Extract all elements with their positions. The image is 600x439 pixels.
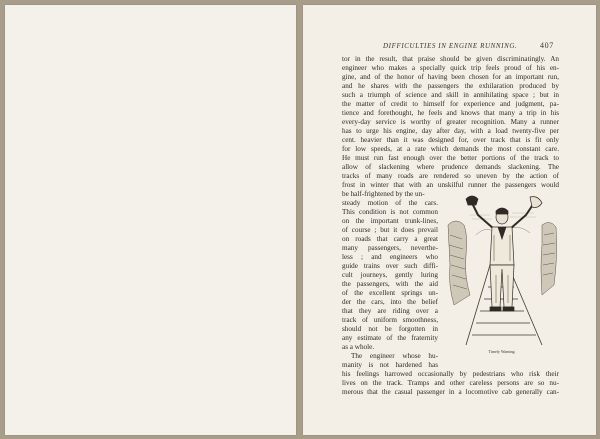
- text-line: of course ; but it does prevail: [342, 226, 438, 234]
- text-line: and he shares with the passengers the exhilaration produced by: [342, 82, 559, 90]
- text-line: every-day service is worthy of greater recognition. Many a runner: [342, 118, 559, 126]
- text-line: lives on the track. Tramps and other careless persons are so nu-: [342, 379, 559, 387]
- text-line: such a triumph of science and skill in annihilating space ; but in: [342, 91, 559, 99]
- running-head-title: DIFFICULTIES IN ENGINE RUNNING.: [383, 42, 518, 50]
- page-number: 407: [540, 41, 554, 50]
- text-line: for low speeds, at a rate which demands the most constant care.: [342, 145, 559, 153]
- text-line: any estimate of the fraternity: [342, 334, 438, 342]
- text-line: cult journeys, gently luring: [342, 271, 438, 279]
- text-line: many passengers, neverthe-: [342, 244, 438, 252]
- text-line: cent. heavier than it was designed for, over track that is fit only: [342, 136, 559, 144]
- text-line: frost in winter that with an unskilful runner the passengers would: [342, 181, 559, 189]
- text-line: guide trains over such diffi-: [342, 262, 438, 270]
- text-line: merous that the casual passenger in a locomotive cab generally can-: [342, 388, 559, 396]
- text-line: on roads that carry a great: [342, 235, 438, 243]
- text-line: less ; and engineers who: [342, 253, 438, 261]
- left-blank-page: [5, 5, 296, 435]
- text-line: has to urge his engine, day after day, with a load twenty-five per: [342, 127, 559, 135]
- text-line: The engineer whose hu-: [351, 352, 438, 360]
- text-line: He must run fast enough over the better portions of the track to: [342, 154, 559, 162]
- illustration-engineer-on-track: [446, 195, 558, 347]
- text-line: the passengers, with the aid: [342, 280, 438, 288]
- text-line: tracks of many roads are rendered so uneven by the action of: [342, 172, 559, 180]
- text-line: manity is not hardened has: [342, 361, 438, 369]
- text-line: be half-frightened by the un-: [342, 190, 425, 198]
- text-line: This condition is not common: [342, 208, 438, 216]
- text-line: steady motion of the cars.: [342, 199, 438, 207]
- text-line: track of uniform smoothness,: [342, 316, 438, 324]
- text-line: should not be forgotten in: [342, 325, 438, 333]
- text-line: that they are riding over a: [342, 307, 438, 315]
- right-text-page: [303, 5, 596, 435]
- text-line: his feelings harrowed occasionally by pedestrians who risk their: [342, 370, 559, 378]
- text-line: engineer who makes a specially quick trip feels proud of his en-: [342, 64, 559, 72]
- text-line: tor in the result, that praise should be given discriminatingly. An: [342, 55, 559, 63]
- text-line: der the cars, into the belief: [342, 298, 438, 306]
- text-line: of the excellent springs un-: [342, 289, 438, 297]
- figure-caption: Timely Warning.: [488, 349, 516, 354]
- text-line: gine, and of the honor of having been chosen for an important run,: [342, 73, 559, 81]
- text-line: as a whole.: [342, 343, 375, 351]
- text-line: the matter of credit to himself for experience and judgment, pa-: [342, 100, 559, 108]
- text-line: tience and forethought, he feels and knows that many a trip in his: [342, 109, 559, 117]
- text-line: allow of slackening where prudence demands slackening. The: [342, 163, 559, 171]
- text-line: on the important trunk-lines,: [342, 217, 438, 225]
